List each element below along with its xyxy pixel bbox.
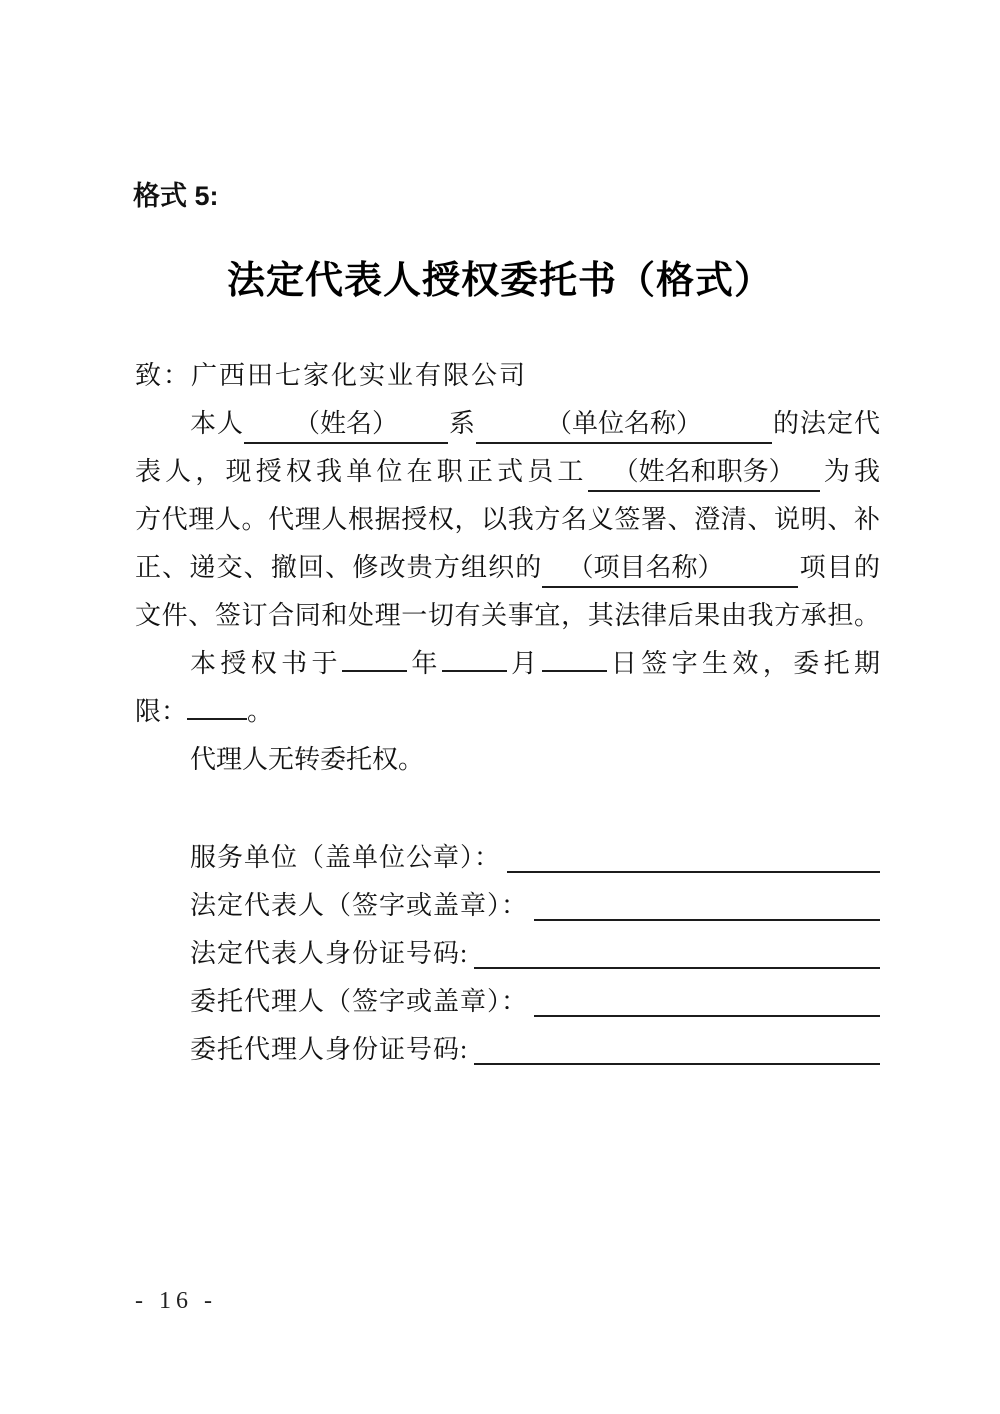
- text-run: 年: [406, 649, 442, 678]
- blank-month-field: [442, 640, 507, 672]
- signature-line: [534, 882, 880, 921]
- page-number: - 16 -: [135, 1288, 217, 1314]
- text-run: 文件、签订合同和处理一切有关事宜，其法律后果由我方承担。: [135, 601, 880, 630]
- salutation-text: 致：广西田七家化实业有限公司: [135, 361, 528, 390]
- salutation-line: [135, 352, 880, 400]
- document-body: [135, 352, 880, 1074]
- signature-label: 法定代表人（签字或盖章）：: [190, 891, 529, 920]
- text-run: 日签字生效，委托期: [606, 649, 880, 678]
- signature-line: [507, 834, 880, 873]
- body-line-6-date: [135, 640, 880, 688]
- text-run: 限：: [135, 697, 188, 726]
- text-run: 。: [247, 697, 274, 726]
- text-run: 方代理人。代理人根据授权，以我方名义签署、澄清、说明、补: [135, 505, 880, 534]
- signature-label: 委托代理人身份证号码:: [190, 1035, 469, 1064]
- body-line-7-duration: [135, 688, 880, 736]
- signature-label: 委托代理人（签字或盖章）：: [190, 987, 529, 1016]
- text-run: 本授权书于: [190, 649, 342, 678]
- signature-label: 法定代表人身份证号码:: [190, 939, 469, 968]
- text-run: 系: [448, 409, 476, 438]
- signature-block: [135, 834, 880, 1074]
- body-line-5: [135, 592, 880, 640]
- blank-year-field: [342, 640, 407, 672]
- signature-line: [474, 930, 880, 969]
- format-label: 格式 5:: [133, 181, 219, 211]
- body-line-2: [135, 448, 880, 496]
- signature-row-legal-rep-sign: [135, 882, 880, 930]
- text-run: 为我: [819, 457, 880, 486]
- blank-day-field: [542, 640, 607, 672]
- blank-unit-field: （单位名称）: [476, 406, 772, 444]
- body-line-8: [135, 736, 880, 784]
- text-run: 代理人无转委托权。: [190, 745, 425, 774]
- text-run: 本人: [190, 409, 244, 438]
- signature-row-legal-rep-id: [135, 930, 880, 978]
- blank-project-field: （项目名称）: [542, 550, 798, 588]
- blank-agent-field: （姓名和职务）: [588, 454, 820, 492]
- body-line-4: [135, 544, 880, 592]
- text-run: 表人，现授权我单位在职正式员工: [135, 457, 588, 486]
- blank-name-field: （姓名）: [244, 406, 448, 444]
- signature-row-agent-sign: [135, 978, 880, 1026]
- signature-row-unit: [135, 834, 880, 882]
- text-run: 项目的: [798, 553, 880, 582]
- signature-line: [474, 1026, 880, 1065]
- text-run: 正、递交、撤回、修改贵方组织的: [135, 553, 543, 582]
- body-line-1: [135, 400, 880, 448]
- signature-label: 服务单位（盖单位公章）：: [190, 843, 502, 872]
- text-run: 月: [506, 649, 542, 678]
- signature-line: [534, 978, 880, 1017]
- page-title: 法定代表人授权委托书（格式）: [226, 260, 773, 302]
- blank-duration-field: [187, 688, 247, 720]
- text-run: 的法定代: [772, 409, 880, 438]
- body-line-3: [135, 496, 880, 544]
- signature-row-agent-id: [135, 1026, 880, 1074]
